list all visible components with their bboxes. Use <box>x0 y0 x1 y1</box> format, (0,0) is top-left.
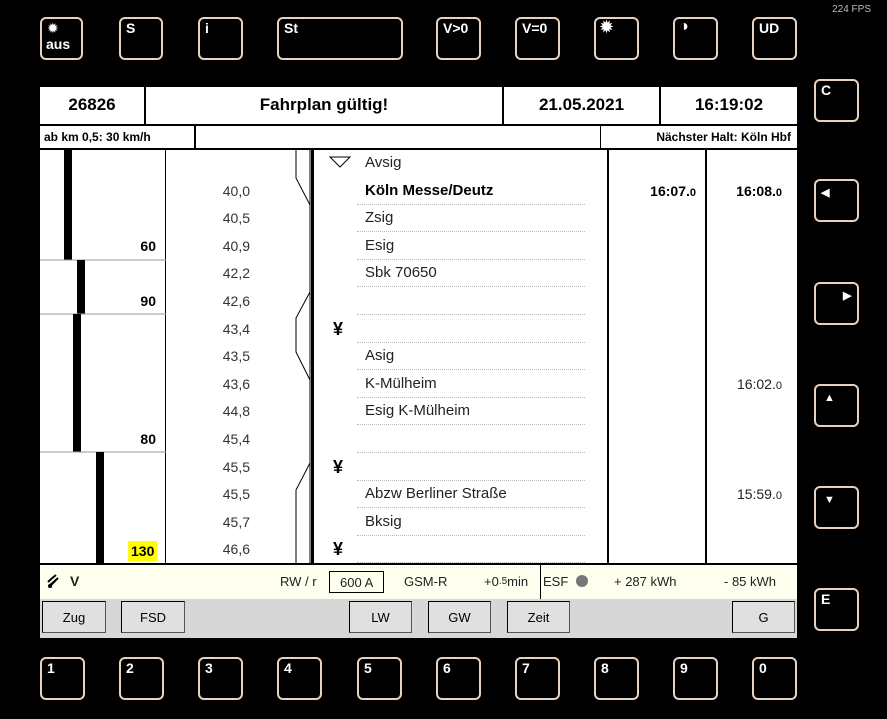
row-separator <box>357 424 585 425</box>
network-status: GSM-R <box>404 573 448 589</box>
km-value: 40,9 <box>222 237 250 254</box>
speed-profile-graphic <box>40 150 166 563</box>
row-separator <box>357 480 585 481</box>
speed-restriction-info: ab km 0,5: 30 km/h <box>40 125 196 149</box>
left-arrow-key[interactable] <box>814 179 859 222</box>
contrast-key[interactable] <box>673 17 718 60</box>
departure-time: 16:08.0 <box>736 182 782 199</box>
departure-time: 16:02.0 <box>736 375 782 392</box>
km-value: 42,2 <box>222 265 250 282</box>
s-key[interactable]: S <box>119 17 163 60</box>
arrow-down-icon <box>328 155 352 174</box>
e-key[interactable]: E <box>814 588 859 631</box>
delay-value: +0 .5 min <box>484 573 529 589</box>
date-display: 21.05.2021 <box>504 85 661 125</box>
ud-key[interactable]: UD <box>752 17 797 60</box>
track-graphic <box>286 150 314 563</box>
km-value: 43,4 <box>222 320 250 337</box>
energy-recovered: - 85 kWh <box>724 573 777 589</box>
key-3[interactable]: 3 <box>198 657 243 700</box>
station-name: Köln Messe/Deutz <box>365 181 494 199</box>
zeit-button[interactable]: Zeit <box>507 601 570 633</box>
sun-icon: ✹ <box>599 17 615 37</box>
signal-marker-icon: ¥ <box>333 539 344 560</box>
down-arrow-key[interactable] <box>814 486 859 529</box>
right-arrow-icon: ▶ <box>843 290 852 302</box>
signal-marker-icon: ¥ <box>333 456 344 477</box>
station-name: Abzw Berliner Straße <box>365 485 507 503</box>
row-separator <box>357 204 585 205</box>
row-separator <box>357 507 585 508</box>
contrast-icon: ◑ <box>679 18 689 35</box>
station-name: Bksig <box>365 512 402 530</box>
energy-consumed: + 287 kWh <box>614 573 677 589</box>
clock-display: 16:19:02 <box>694 95 764 114</box>
station-name: Avsig <box>365 154 402 171</box>
left-arrow-icon: ◀ <box>821 187 830 199</box>
km-value: 40,0 <box>222 182 250 199</box>
row-separator <box>357 535 585 536</box>
divider <box>540 565 541 599</box>
station-name: Esig K-Mülheim <box>365 402 471 420</box>
row-separator <box>357 286 585 287</box>
c-key[interactable]: C <box>814 79 859 122</box>
light-off-key[interactable]: ✹ aus <box>40 17 83 60</box>
key-0[interactable]: 0 <box>752 657 797 700</box>
row-separator <box>357 259 585 260</box>
speed-limit: 80 <box>140 431 156 447</box>
km-value: 43,5 <box>222 348 250 365</box>
timetable-status: Fahrplan gültig! <box>146 85 504 125</box>
next-stop-info: Nächster Halt: Köln Hbf <box>600 125 797 149</box>
v-greater-zero-key[interactable]: V>0 <box>436 17 481 60</box>
row-separator <box>357 231 585 232</box>
right-arrow-key[interactable] <box>814 282 859 325</box>
rw-label: RW / r <box>280 573 317 589</box>
row-separator <box>357 397 585 398</box>
zug-button[interactable]: Zug <box>42 601 106 633</box>
g-button[interactable]: G <box>732 601 795 633</box>
key-9[interactable]: 9 <box>673 657 718 700</box>
info-key[interactable]: i <box>198 17 243 60</box>
key-2[interactable]: 2 <box>119 657 164 700</box>
km-value: 45,5 <box>222 486 250 503</box>
signal-marker-icon: ¥ <box>333 318 344 339</box>
station-name: Esig <box>365 236 395 254</box>
key-7[interactable]: 7 <box>515 657 560 700</box>
row-separator <box>357 314 585 315</box>
km-value: 44,8 <box>222 403 250 420</box>
key-5[interactable]: 5 <box>357 657 402 700</box>
brightness-key[interactable] <box>594 17 639 60</box>
v-indicator: V <box>70 573 80 589</box>
fsd-button[interactable]: FSD <box>121 601 185 633</box>
speed-limit: 90 <box>140 293 156 309</box>
km-value: 42,6 <box>222 293 250 309</box>
speed-limit: 60 <box>140 237 156 254</box>
esf-status-icon <box>576 563 588 599</box>
sun-icon: ✹ <box>47 20 59 36</box>
row-separator <box>357 452 585 453</box>
station-name: Asig <box>365 347 395 365</box>
station-name: K-Mülheim <box>365 374 437 392</box>
ebula-screen <box>40 85 797 638</box>
up-arrow-key[interactable] <box>814 384 859 427</box>
lw-button[interactable]: LW <box>349 601 412 633</box>
km-value: 45,4 <box>222 431 250 447</box>
st-key[interactable]: St <box>277 17 403 60</box>
station-name: Sbk 70650 <box>365 264 437 282</box>
column-divider <box>607 150 609 563</box>
key-4[interactable]: 4 <box>277 657 322 700</box>
key-1[interactable]: 1 <box>40 657 85 700</box>
km-value: 45,7 <box>222 513 250 530</box>
current-value: 600 A <box>329 571 384 593</box>
v-equals-zero-key[interactable]: V=0 <box>515 17 560 60</box>
down-arrow-icon: ▼ <box>824 494 835 506</box>
arrival-time: 16:07.0 <box>650 182 696 199</box>
gw-button[interactable]: GW <box>428 601 491 633</box>
km-value: 45,5 <box>222 458 250 475</box>
km-value: 40,5 <box>222 210 250 227</box>
esf-label: ESF <box>543 573 569 589</box>
key-6[interactable]: 6 <box>436 657 481 700</box>
train-number: 26826 <box>40 85 146 125</box>
up-arrow-icon: ▲ <box>824 392 835 404</box>
row-separator <box>357 369 585 370</box>
km-value: 43,6 <box>222 375 250 392</box>
key-8[interactable]: 8 <box>594 657 639 700</box>
speed-limit: 130 <box>128 541 157 561</box>
station-name: Zsig <box>365 209 394 227</box>
row-separator <box>357 342 585 343</box>
fps-counter: 224 FPS <box>832 4 871 15</box>
departure-time: 15:59.0 <box>736 486 782 503</box>
km-value: 46,6 <box>222 541 250 558</box>
radio-signal-icon <box>46 563 66 599</box>
